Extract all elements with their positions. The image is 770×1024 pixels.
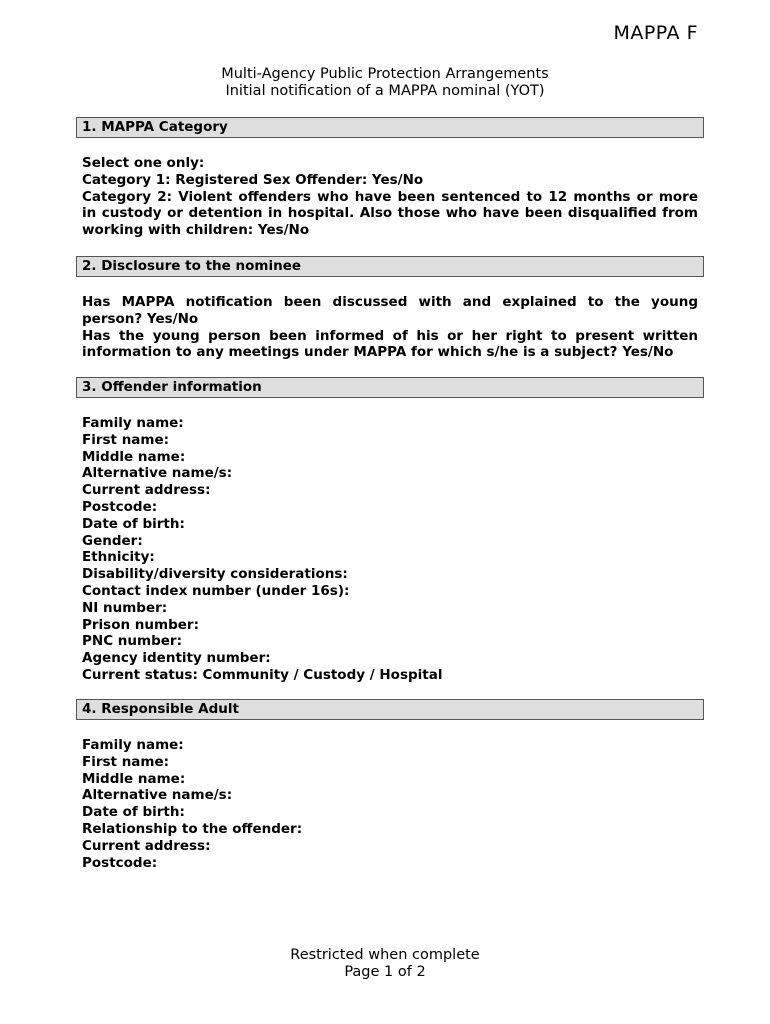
section-heading: 4. Responsible Adult xyxy=(76,699,704,720)
section-disclosure xyxy=(76,256,704,361)
section-offender-information xyxy=(76,377,704,684)
page-number: Page 1 of 2 xyxy=(344,964,426,980)
field-middle-name: Middle name: xyxy=(82,770,186,787)
responsible-adult-fields xyxy=(76,737,704,871)
section-mappa-category xyxy=(76,117,704,239)
field-agency-id: Agency identity number: xyxy=(82,650,271,667)
field-prison-number: Prison number: xyxy=(82,616,199,633)
title-line-1: Multi-Agency Public Protection Arrangements xyxy=(221,66,549,82)
field-family-name: Family name: xyxy=(82,415,184,431)
field-postcode: Postcode: xyxy=(82,854,158,871)
field-first-name: First name: xyxy=(82,431,170,448)
field-pnc-number: PNC number: xyxy=(82,633,182,650)
field-gender: Gender: xyxy=(82,532,143,549)
form-code: MAPPA F xyxy=(613,22,698,44)
document-title xyxy=(0,66,770,100)
field-alternative-names: Alternative name/s: xyxy=(82,465,233,482)
field-contact-index: Contact index number (under 16s): xyxy=(82,582,350,599)
select-note: Select one only: xyxy=(82,155,205,171)
disclosure-question-2: Has the young person been informed of his or her right to present written information to any meetings under MAPPA for which s/he is a subject? Yes/No xyxy=(82,327,698,361)
section-body xyxy=(76,155,704,239)
restriction-notice: Restricted when complete xyxy=(290,947,480,963)
section-heading: 3. Offender information xyxy=(76,377,704,398)
section-heading: 2. Disclosure to the nominee xyxy=(76,256,704,277)
field-postcode: Postcode: xyxy=(82,498,158,515)
field-first-name: First name: xyxy=(82,753,170,770)
field-date-of-birth: Date of birth: xyxy=(82,804,185,821)
field-current-address: Current address: xyxy=(82,482,211,499)
offender-fields xyxy=(76,415,704,684)
disclosure-question-1: Has MAPPA notification been discussed with and explained to the young person? Yes/No xyxy=(82,294,698,327)
field-alternative-names: Alternative name/s: xyxy=(82,787,233,804)
field-relationship: Relationship to the offender: xyxy=(82,820,303,837)
field-middle-name: Middle name: xyxy=(82,448,186,465)
page-footer xyxy=(0,947,770,981)
category-2: Category 2: Violent offenders who have been sentenced to 12 months or more in custody or detention in hospital. Also those who have been disqualified from working with children: Yes/No xyxy=(82,188,698,239)
field-ni-number: NI number: xyxy=(82,599,168,616)
field-disability: Disability/diversity considerations: xyxy=(82,566,348,583)
field-family-name: Family name: xyxy=(82,737,184,753)
field-current-address: Current address: xyxy=(82,837,211,854)
field-current-status: Current status: Community / Custody / Hospital xyxy=(82,666,443,683)
section-responsible-adult xyxy=(76,699,704,871)
section-heading: 1. MAPPA Category xyxy=(76,117,704,138)
title-line-2: Initial notification of a MAPPA nominal (YOT) xyxy=(225,83,545,99)
section-body xyxy=(76,294,704,361)
category-1: Category 1: Registered Sex Offender: Yes/No xyxy=(82,171,424,188)
field-date-of-birth: Date of birth: xyxy=(82,515,185,532)
field-ethnicity: Ethnicity: xyxy=(82,549,155,566)
